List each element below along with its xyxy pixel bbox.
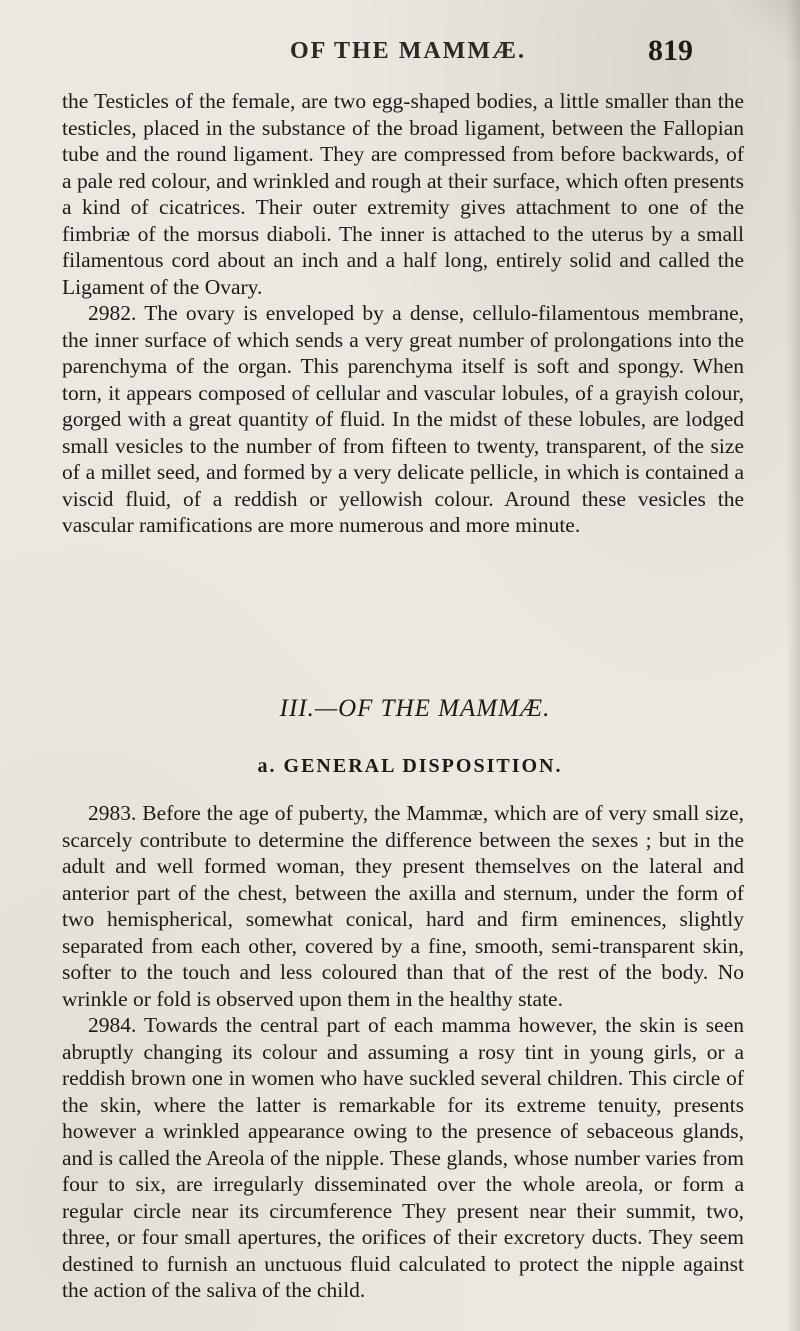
running-head: OF THE MAMMÆ. — [290, 38, 526, 64]
page-number: 819 — [648, 34, 693, 67]
page-edge-shadow — [786, 0, 800, 1331]
section-subtitle: a. GENERAL DISPOSITION. — [257, 755, 563, 777]
paragraph-testicles: the Testicles of the female, are two egg-shaped bodies, a little smaller than the testicles, placed in the substance of the broad ligament, between the Fallopian tube and the round ligament. They are compressed from before backwards, of a pale red colour, and wrinkled and rough at their surface, which often presents a kind of cicatrices. Their outer extremity gives attachment to one of the fimbriæ of the morsus diaboli. The inner is attached to the uterus by a small filamentous cord about an inch and a half long, entirely solid and called the Ligament of the Ovary. — [62, 89, 744, 299]
paragraph-2982: 2982. The ovary is enveloped by a dense, cellulo-filamentous membrane, the inner surface of which sends a very great number of prolongations into the parenchyma of the organ. This parenchyma itself is soft and spongy. When torn, it appears composed of cellular and vascular lobules, of a grayish colour, gorged with a great quantity of fluid. In the midst of these lobules, are lodged small vesicles to the number of from fifteen to twenty, transparent, of the size of a millet seed, and formed by a very delicate pellicle, in which is contained a viscid fluid, of a reddish or yellowish colour. Around these vesicles the vascular ramifications are more numerous and more minute. — [62, 301, 744, 537]
section-title: III.—OF THE MAMMÆ. — [279, 695, 551, 722]
top-text-block — [62, 88, 744, 539]
bottom-text-block — [62, 800, 744, 1304]
page-header — [0, 34, 800, 78]
paragraph-2984: 2984. Towards the central part of each mamma however, the skin is seen abruptly changing its colour and assuming a rosy tint in young girls, or a reddish brown one in women who have suckled several children. This circle of the skin, where the latter is remarkable for its extreme tenuity, presents however a wrinkled appearance owing to the presence of sebaceous glands, and is called the Areola of the nipple. These glands, whose number varies from four to six, are irregularly disseminated over the whole areola, or form a regular circle near its circumference They present near their summit, two, three, or four small apertures, the orifices of their excretory ducts. They seem destined to furnish an unctuous fluid calculated to protect the nipple against the action of the saliva of the child. — [62, 1013, 744, 1302]
paragraph-2983: 2983. Before the age of puberty, the Mammæ, which are of very small size, scarcely contribute to determine the difference between the sexes ; but in the adult and well formed woman, they present themselves on the lateral and anterior part of the chest, between the axilla and sternum, under the form of two hemispherical, somewhat conical, hard and firm eminences, slightly separated from each other, covered by a fine, smooth, semi-transparent skin, softer to the touch and less coloured than that of the rest of the body. No wrinkle or fold is observed upon them in the healthy state. — [62, 801, 744, 1011]
